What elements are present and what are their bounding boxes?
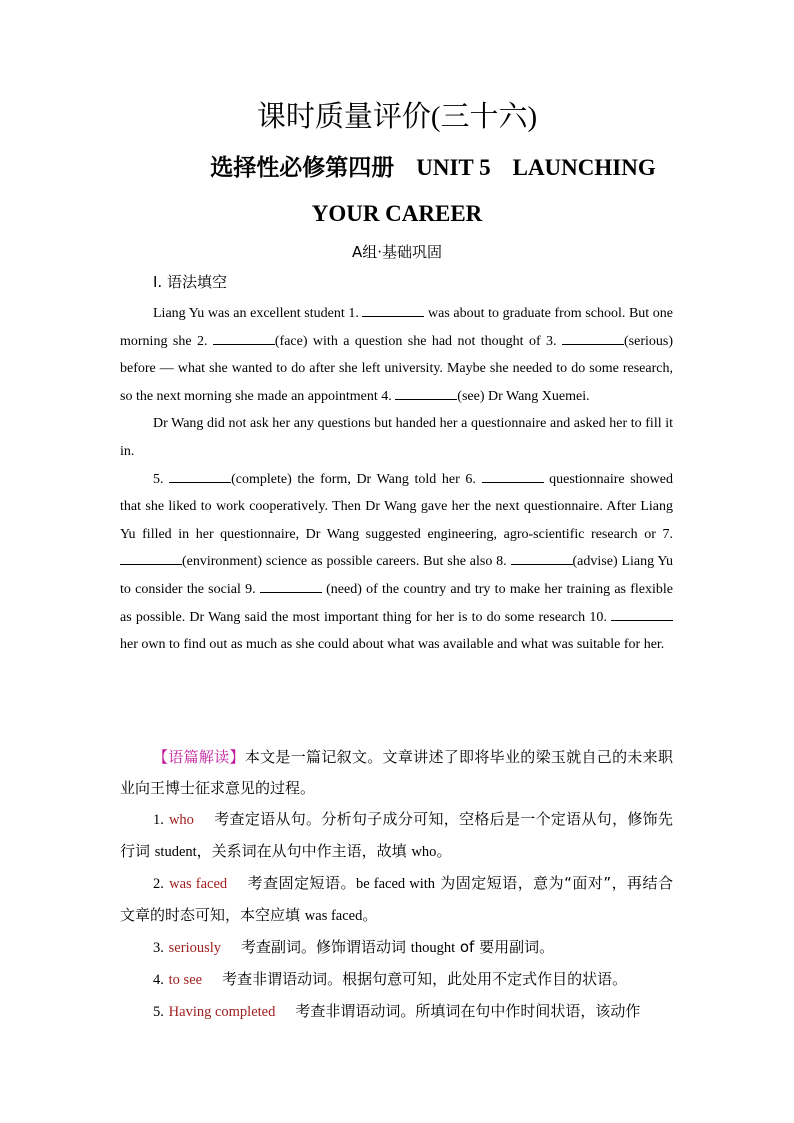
answer-text: to see xyxy=(168,972,203,988)
answer-text: seriously xyxy=(168,940,222,956)
cloze-passage xyxy=(120,300,673,659)
answer-item: 5. Having completed 考查非谓语动词。所填词在句中作时间状语，该动作 xyxy=(153,1002,641,1020)
blank-1 xyxy=(362,301,424,317)
section-heading: A组·基础巩固 xyxy=(351,243,443,261)
blank-5 xyxy=(169,467,231,483)
analysis-intro: 【语篇解读】本文是一篇记叙文。文章讲述了即将毕业的梁玉就自己的未来职业向王博士征求意见的过程。 xyxy=(120,748,673,797)
subtitle-launching: LAUNCHING xyxy=(512,155,656,180)
blank-6 xyxy=(482,467,544,483)
blank-4 xyxy=(395,384,457,400)
subtitle-book: 选择性必修第四册 xyxy=(210,155,395,180)
blank-10 xyxy=(611,605,673,621)
unit-subtitle-line2: YOUR CAREER xyxy=(311,201,483,226)
passage-paragraph-3: 5. (complete) the form, Dr Wang told her 6. questionnaire showed that she liked to work cooperatively. Then Dr Wang gave her the next questionnaire. After Liang Yu filled in her questionnaire, Dr Wang suggested engineering, agro-scientific research or 7. (environment) science as possible careers. But she also 8. (advise) Liang Yu to consider the social 9. (need) of the country and try to make her training as flexible as possible. Dr Wang said the most important thing for her is to do some research 10. her own to find out as much as she could about what was available and what was suitable for her. xyxy=(120,466,673,659)
answer-text: who xyxy=(168,812,194,828)
passage-paragraph-1: Liang Yu was an excellent student 1. was about to graduate from school. But one morning she 2. (face) with a question she had not thought of 3. (serious) before — what she wanted to do after she left university. Maybe she needed to do some research, so the next morning she made an appointment 4. (see) Dr Wang Xuemei. xyxy=(120,300,673,410)
blank-9 xyxy=(260,577,322,593)
blank-3 xyxy=(562,329,624,345)
page-title: 课时质量评价(三十六) xyxy=(256,101,538,133)
part-heading: Ⅰ. 语法填空 xyxy=(153,273,227,291)
answer-text: Having completed xyxy=(168,1004,276,1020)
answer-item: 3. seriously 考查副词。修饰谓语动词 thought of 要用副词。 xyxy=(153,938,555,956)
blank-2 xyxy=(213,329,275,345)
answer-text: was faced xyxy=(169,876,228,892)
answer-item: 2. was faced 考查固定短语。be faced with 为固定短语，意为“面对”，再结合文章的时态可知，本空应填 was faced。 xyxy=(120,874,673,924)
analysis-tag: 【语篇解读】 xyxy=(153,748,245,766)
subtitle-unit: UNIT 5 xyxy=(416,155,491,180)
answer-item: 4. to see 考查非谓语动词。根据句意可知，此处用不定式作目的状语。 xyxy=(153,970,628,988)
passage-paragraph-2: Dr Wang did not ask her any questions but handed her a questionnaire and asked her to fill it in. xyxy=(120,416,673,459)
answer-item: 1. who 考查定语从句。分析句子成分可知，空格后是一个定语从句，修饰先行词 student，关系词在从句中作主语，故填 who。 xyxy=(120,810,673,860)
answer-analysis xyxy=(120,742,673,1028)
unit-subtitle xyxy=(36,151,794,185)
blank-8 xyxy=(511,549,573,565)
blank-7 xyxy=(120,549,182,565)
